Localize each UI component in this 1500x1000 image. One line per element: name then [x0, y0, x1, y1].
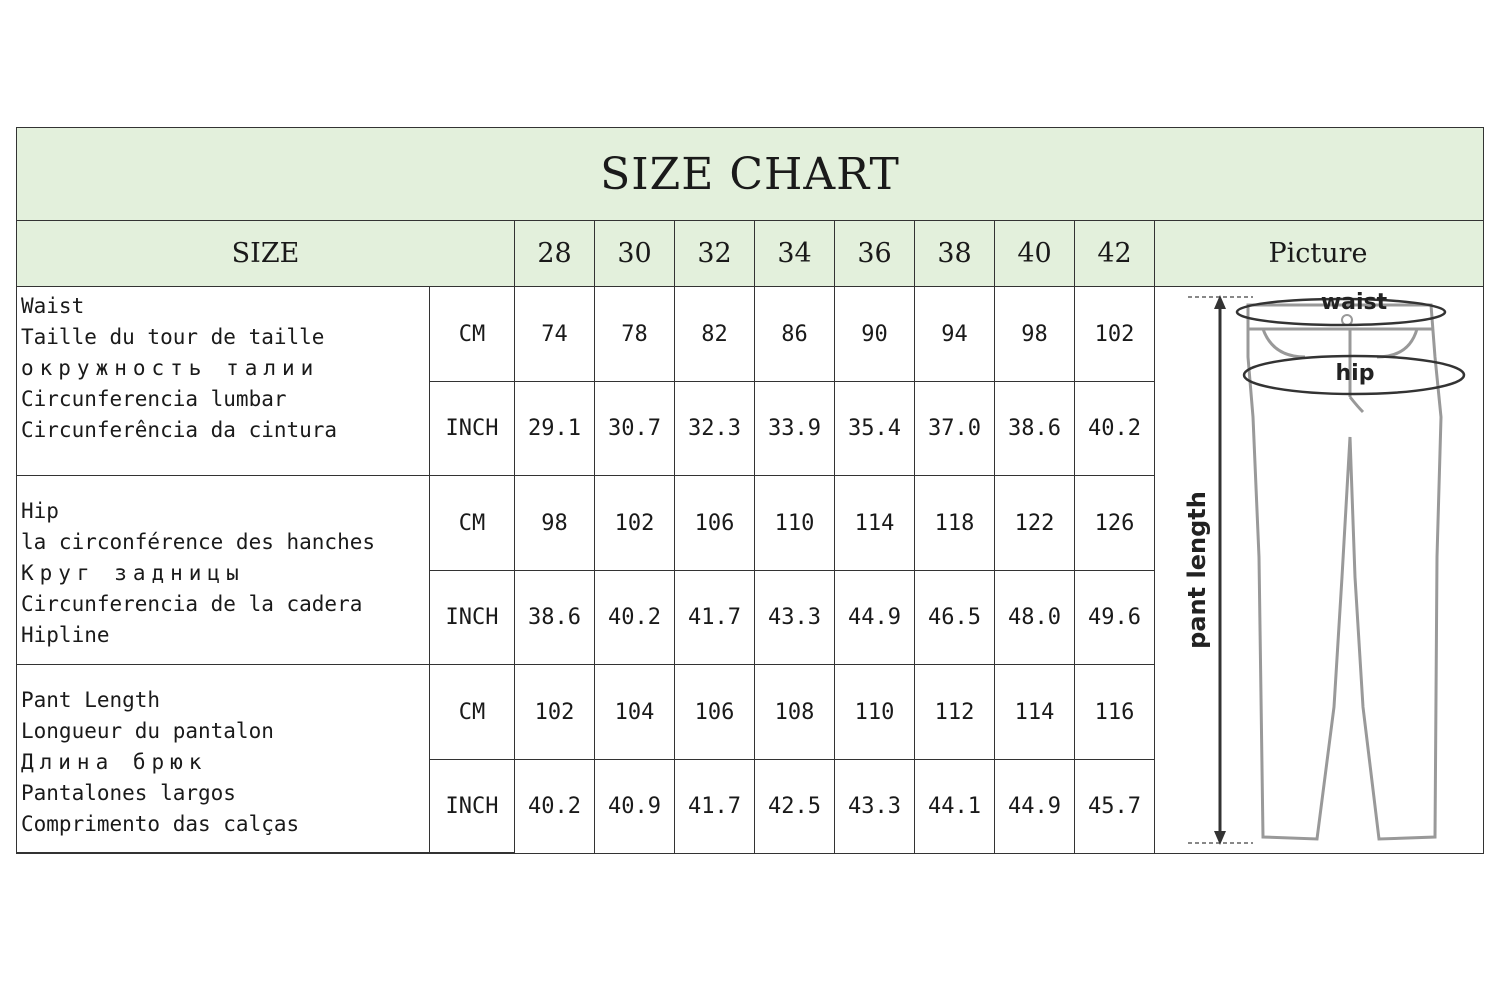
size-header-42: 42 [1075, 221, 1155, 287]
table-cell: 98 [515, 476, 595, 571]
size-header-38: 38 [915, 221, 995, 287]
waist-text: waist [1320, 290, 1388, 315]
chart-title: SIZE CHART [17, 128, 1483, 221]
size-chart-table [16, 127, 1484, 854]
size-header-28: 28 [515, 221, 595, 287]
table-cell: 106 [675, 476, 755, 571]
table-cell: 32.3 [675, 382, 755, 476]
waist-unit-inch: INCH [430, 382, 515, 476]
table-cell: 82 [675, 287, 755, 382]
table-cell: 94 [915, 287, 995, 382]
size-header: SIZE [17, 221, 515, 287]
table-cell: 40.9 [595, 760, 675, 853]
table-cell: 106 [675, 665, 755, 760]
table-cell: 112 [915, 665, 995, 760]
table-cell: 49.6 [1075, 571, 1155, 665]
pants-picture [1153, 287, 1483, 853]
table-cell: 38.6 [995, 382, 1075, 476]
table-cell: 118 [915, 476, 995, 571]
hip-unit-inch: INCH [430, 571, 515, 665]
table-cell: 42.5 [755, 760, 835, 853]
table-cell: 30.7 [595, 382, 675, 476]
table-cell: 114 [835, 476, 915, 571]
table-cell: 98 [995, 287, 1075, 382]
button-icon [1342, 315, 1352, 325]
table-cell: 43.3 [835, 760, 915, 853]
waist-unit-cm: CM [430, 287, 515, 382]
pant-length-unit-cm: CM [430, 665, 515, 760]
table-cell: 41.7 [675, 571, 755, 665]
table-cell: 102 [1075, 287, 1155, 382]
table-cell: 104 [595, 665, 675, 760]
table-cell: 102 [595, 476, 675, 571]
table-cell: 108 [755, 665, 835, 760]
size-header-40: 40 [995, 221, 1075, 287]
pant-length-unit-inch: INCH [430, 760, 515, 853]
size-header-34: 34 [755, 221, 835, 287]
pant-length-text: pant length [1183, 491, 1211, 649]
table-cell: 126 [1075, 476, 1155, 571]
hip-text: hip [1335, 361, 1375, 386]
table-cell: 38.6 [515, 571, 595, 665]
table-cell: 110 [755, 476, 835, 571]
table-cell: 44.1 [915, 760, 995, 853]
table-cell: 35.4 [835, 382, 915, 476]
table-cell: 33.9 [755, 382, 835, 476]
table-cell: 46.5 [915, 571, 995, 665]
table-cell: 90 [835, 287, 915, 382]
pants-diagram [1153, 287, 1483, 853]
table-cell: 48.0 [995, 571, 1075, 665]
table-cell: 43.3 [755, 571, 835, 665]
hip-unit-cm: CM [430, 476, 515, 571]
table-cell: 29.1 [515, 382, 595, 476]
table-cell: 41.7 [675, 760, 755, 853]
table-cell: 40.2 [515, 760, 595, 853]
table-cell: 86 [755, 287, 835, 382]
size-header-36: 36 [835, 221, 915, 287]
table-cell: 45.7 [1075, 760, 1155, 853]
picture-header: Picture [1153, 221, 1483, 287]
table-cell: 122 [995, 476, 1075, 571]
table-cell: 44.9 [835, 571, 915, 665]
pant-length-label: Pant Length Longueur du pantalon Длина брюк Pantalones largos Comprimento das calças [17, 665, 430, 853]
table-cell: 116 [1075, 665, 1155, 760]
table-cell: 44.9 [995, 760, 1075, 853]
waist-label: Waist Taille du tour de taille окружность талии Circunferencia lumbar Circunferência da cintura [17, 287, 430, 476]
table-cell: 40.2 [595, 571, 675, 665]
table-cell: 37.0 [915, 382, 995, 476]
hip-label: Hip la circonférence des hanches Круг задницы Circunferencia de la cadera Hipline [17, 476, 430, 665]
size-header-30: 30 [595, 221, 675, 287]
table-cell: 74 [515, 287, 595, 382]
table-cell: 102 [515, 665, 595, 760]
table-cell: 110 [835, 665, 915, 760]
table-cell: 114 [995, 665, 1075, 760]
size-header-32: 32 [675, 221, 755, 287]
table-cell: 40.2 [1075, 382, 1155, 476]
table-cell: 78 [595, 287, 675, 382]
